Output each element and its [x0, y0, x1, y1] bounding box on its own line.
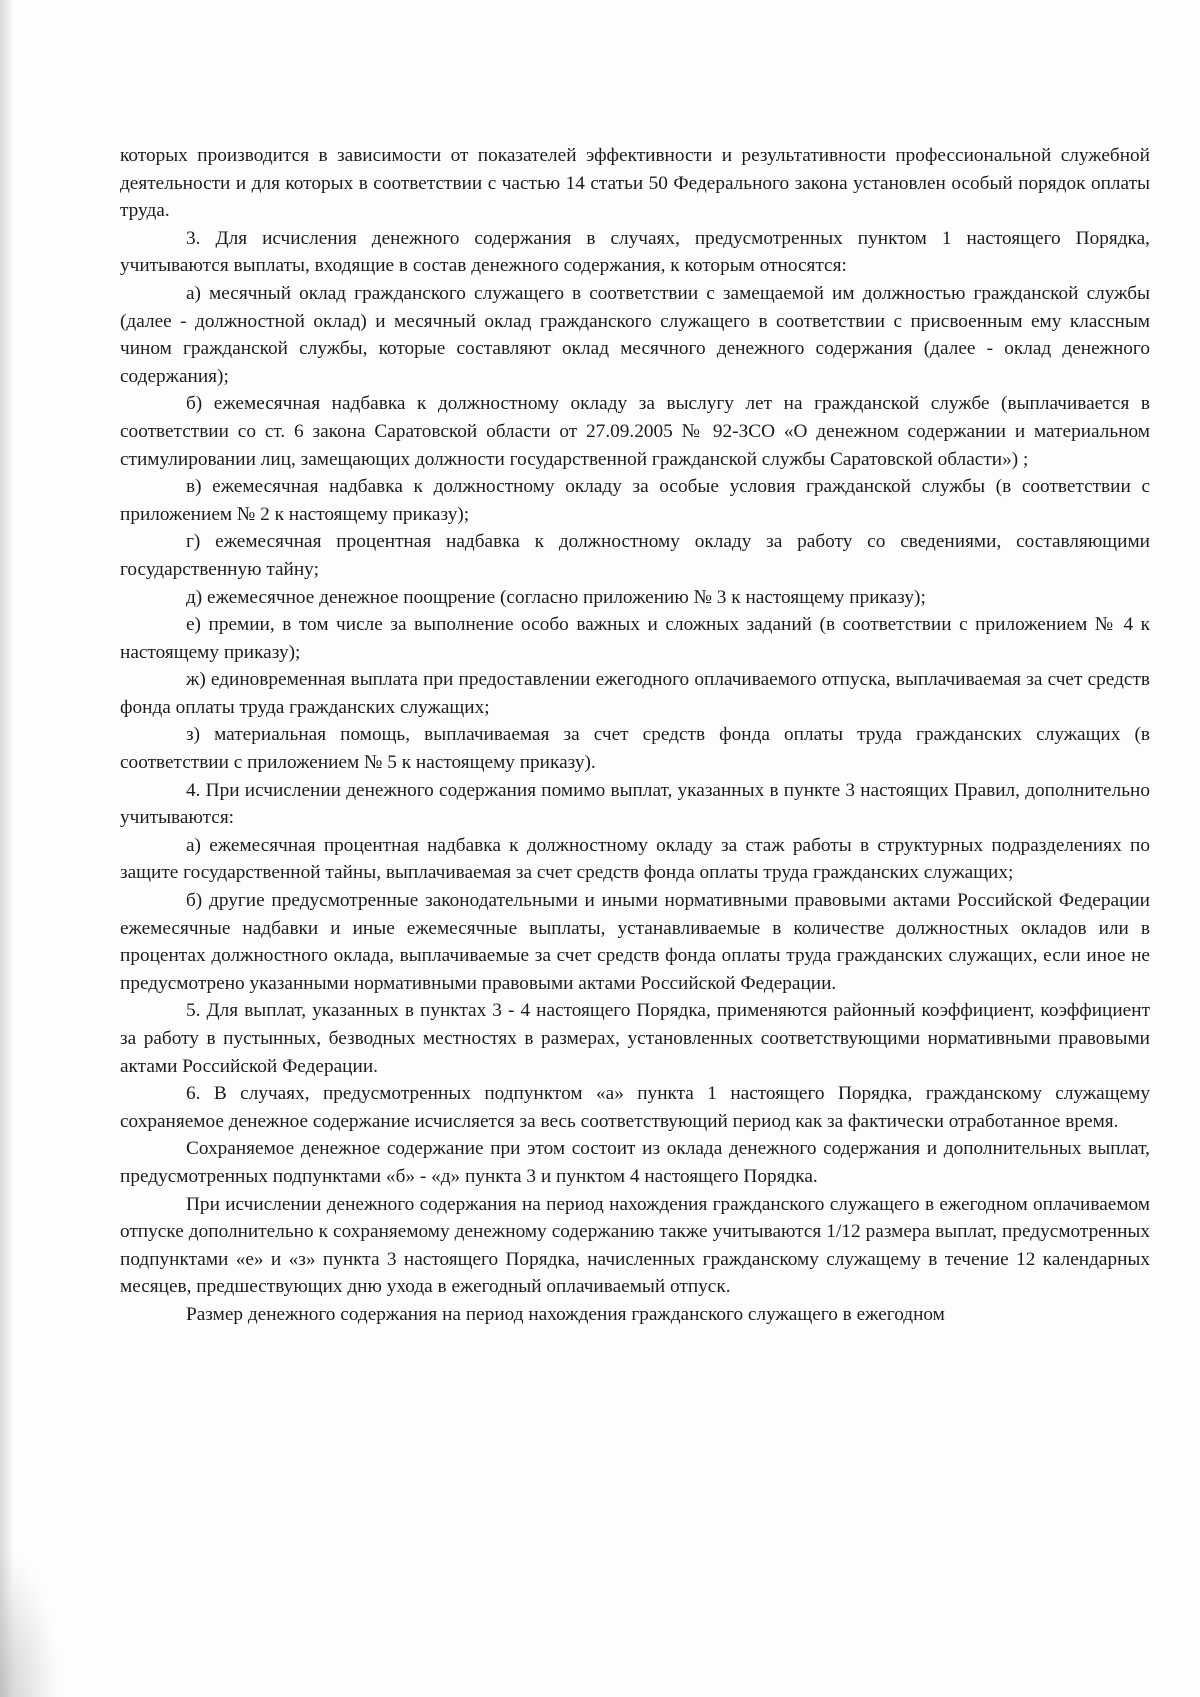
paragraph-item-3: 3. Для исчисления денежного содержания в случаях, предусмотренных пунктом 1 настоящего Порядка, учитываются выплаты, входящие в состав денежного содержания, к которым относятся: [120, 227, 1150, 277]
paragraph-item-5: 5. Для выплат, указанных в пунктах 3 - 4 настоящего Порядка, применяются районный коэффициент, коэффициент за работу в пустынных, безводных местностях в размерах, установленных соответствующими нормативными правовыми актами Российской Федерации. [120, 1000, 1150, 1077]
paragraph-subitem-3a: а) месячный оклад гражданского служащего в соответствии с замещаемой им должностью гражданской службы (далее - должностной оклад) и месячный оклад гражданского служащего в соответствии с присвоенным ему классным чином гражданской службы, которые составляют оклад месячного денежного содержания (далее - оклад денежного содержания); [120, 282, 1150, 387]
paragraph-vacation-amount: Размер денежного содержания на период нахождения гражданского служащего в ежегодном [186, 1303, 945, 1325]
paragraph-subitem-3v: в) ежемесячная надбавка к должностному окладу за особые условия гражданской службы (в соответствии с приложением № 2 к настоящему приказу); [120, 476, 1150, 525]
paragraph-item-4: 4. При исчислении денежного содержания помимо выплат, указанных в пункте 3 настоящих Правил, дополнительно учитываются: [120, 779, 1150, 829]
paragraph-subitem-3g: г) ежемесячная процентная надбавка к должностному окладу за работу со сведениями, составляющими государственную тайну; [120, 531, 1150, 580]
document-body [120, 142, 1150, 1329]
paragraph-subitem-3e: е) премии, в том числе за выполнение особо важных и сложных заданий (в соответствии с приложением № 4 к настоящему приказу); [120, 614, 1150, 663]
paragraph-subitem-3z: з) материальная помощь, выплачиваемая за счет средств фонда оплаты труда гражданских служащих (в соответствии с приложением № 5 к настоящему приказу). [120, 724, 1150, 774]
scan-corner-shadow [0, 1547, 60, 1697]
paragraph-retained-pay: Сохраняемое денежное содержание при этом состоит из оклада денежного содержания и дополнительных выплат, предусмотренных подпунктами «б» - «д» пункта 3 и пунктом 4 настоящего Порядка. [120, 1138, 1150, 1187]
paragraph-subitem-4b: б) другие предусмотренные законодательными и иными нормативными правовыми актами Российской Федерации ежемесячные надбавки и иные ежемесячные выплаты, устанавливаемые в количестве должностных окладов или в процентах должностного оклада, выплачиваемые за счет средств фонда оплаты труда гражданских служащих, если иное не предусмотрено указанными нормативными правовыми актами Российской Федерации. [120, 890, 1150, 994]
paragraph-item-6: 6. В случаях, предусмотренных подпунктом «а» пункта 1 настоящего Порядка, гражданскому служащему сохраняемое денежное содержание исчисляется за весь соответствующий период как за фактически отработанное время. [120, 1083, 1150, 1132]
paragraph-subitem-3d: д) ежемесячное денежное поощрение (согласно приложению № 3 к настоящему приказу); [186, 586, 926, 608]
paragraph-subitem-3zh: ж) единовременная выплата при предоставлении ежегодного оплачиваемого отпуска, выплачиваемая за счет средств фонда оплаты труда гражданских служащих; [120, 669, 1150, 718]
paragraph-subitem-3b: б) ежемесячная надбавка к должностному окладу за выслугу лет на гражданской службе (выплачивается в соответствии со ст. 6 закона Саратовской области от 27.09.2005 № 92-ЗСО «О денежном содержании и материальном стимулировании лиц, замещающих должности государственной гражданской службы Саратовской области») ; [120, 393, 1150, 470]
paragraph-vacation-calc: При исчислении денежного содержания на период нахождения гражданского служащего в ежегодном оплачиваемом отпуске дополнительно к сохраняемому денежному содержанию также учитываются 1/12 размера выплат, предусмотренных подпунктами «е» и «з» пункта 3 настоящего Порядка, начисленных гражданскому служащему в течение 12 календарных месяцев, предшествующих дню ухода в ежегодный оплачиваемый отпуск. [120, 1193, 1150, 1298]
paragraph-subitem-4a: а) ежемесячная процентная надбавка к должностному окладу за стаж работы в структурных подразделениях по защите государственной тайны, выплачиваемая за счет средств фонда оплаты труда гражданских служащих; [120, 834, 1150, 884]
scan-edge-shadow [0, 0, 14, 1697]
paragraph-continuation: которых производится в зависимости от показателей эффективности и результативности профессиональной служебной деятельности и для которых в соответствии с частью 14 статьи 50 Федерального закона установлен особый порядок оплаты труда. [120, 145, 1150, 222]
